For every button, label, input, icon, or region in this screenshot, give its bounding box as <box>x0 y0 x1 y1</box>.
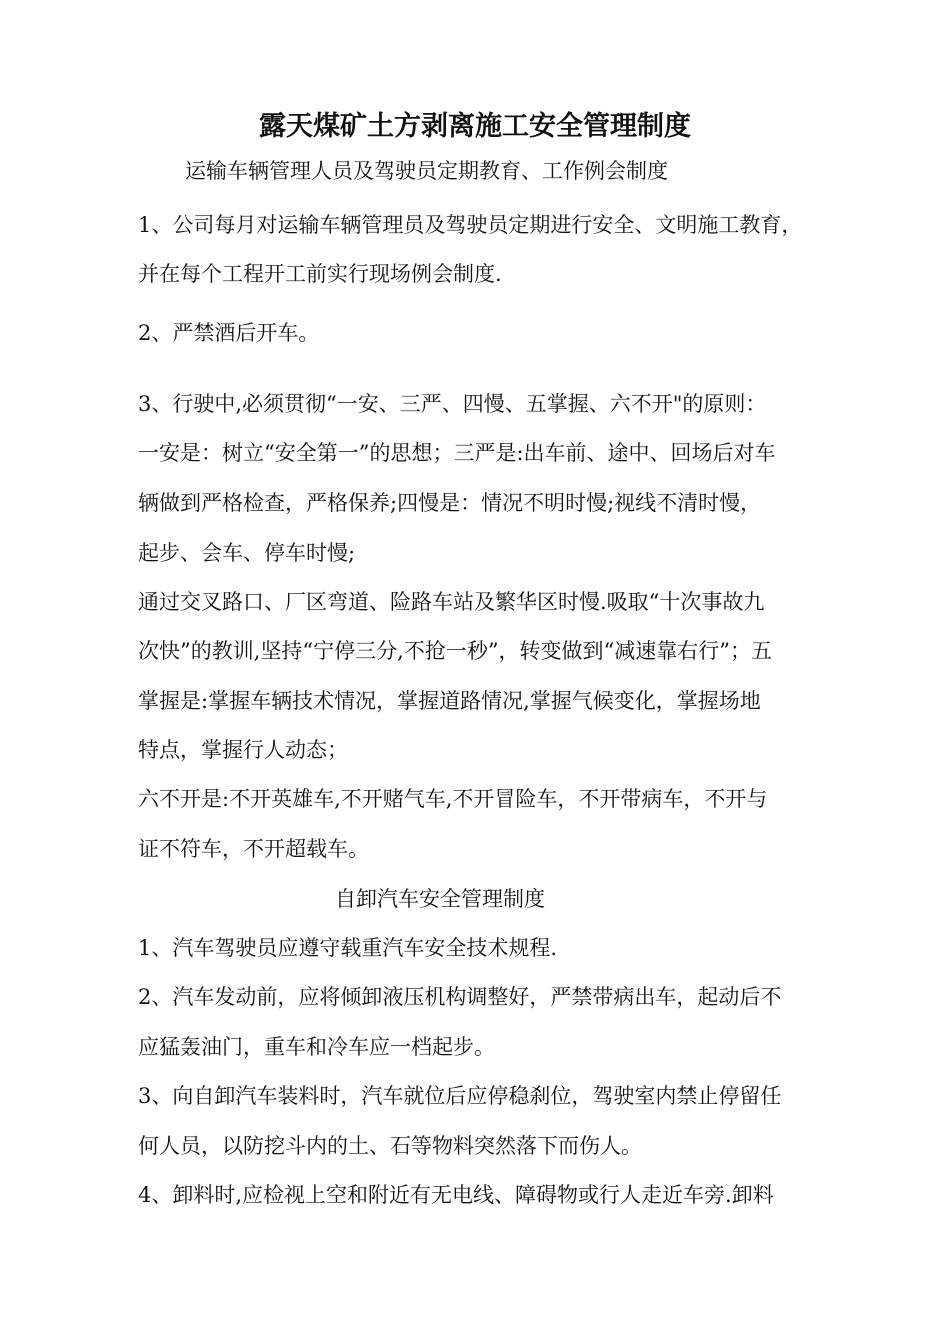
section-heading-vehicle-education: 运输车辆管理人员及驾驶员定期教育、工作例会制度 <box>185 159 668 183</box>
document-title: 露天煤矿土方剥离施工安全管理制度 <box>259 111 691 142</box>
paragraph-line: 1、汽车驾驶员应遵守载重汽车安全技术规程. <box>138 936 558 960</box>
paragraph-line: 一安是：树立“安全第一”的思想；三严是:出车前、途中、回场后对车 <box>138 441 776 465</box>
section-heading-dump-truck: 自卸汽车安全管理制度 <box>335 887 545 911</box>
paragraph-line: 并在每个工程开工前实行现场例会制度. <box>138 262 502 286</box>
paragraph-line: 4、卸料时,应检视上空和附近有无电线、障碍物或行人走近车旁.卸料 <box>138 1183 774 1207</box>
paragraph-line: 3、向自卸汽车装料时，汽车就位后应停稳刹位，驾驶室内禁止停留任 <box>138 1084 782 1108</box>
paragraph-line: 1、公司每月对运输车辆管理员及驾驶员定期进行安全、文明施工教育， <box>138 213 803 237</box>
paragraph-line: 次快”的教训,坚持“宁停三分,不抢一秒”，转变做到“减速靠右行”；五 <box>138 639 773 663</box>
paragraph-line: 特点，掌握行人动态； <box>138 738 348 762</box>
paragraph-line: 应猛轰油门，重车和冷车应一档起步。 <box>138 1035 495 1059</box>
paragraph-line: 2、汽车发动前，应将倾卸液压机构调整好，严禁带病出车，起动后不 <box>138 985 782 1009</box>
paragraph-line: 证不符车，不开超载车。 <box>138 837 369 861</box>
paragraph-line: 六不开是:不开英雄车,不开赌气车,不开冒险车，不开带病车，不开与 <box>138 787 768 811</box>
paragraph-line: 掌握是:掌握车辆技术情况，掌握道路情况,掌握气候变化，掌握场地 <box>138 689 761 713</box>
paragraph-line: 何人员，以防挖斗内的土、石等物料突然落下而伤人。 <box>138 1134 642 1158</box>
paragraph-line: 起步、会车、停车时慢; <box>138 541 356 565</box>
paragraph-line: 辆做到严格检查，严格保养;四慢是：情况不明时慢;视线不清时慢， <box>138 491 762 515</box>
paragraph-line: 3、行驶中,必须贯彻“一安、三严、四慢、五掌握、六不开"的原则： <box>138 392 767 416</box>
paragraph-line: 2、严禁酒后开车。 <box>138 321 320 345</box>
paragraph-line: 通过交叉路口、厂区弯道、险路车站及繁华区时慢.吸取“十次事故九 <box>138 590 765 614</box>
